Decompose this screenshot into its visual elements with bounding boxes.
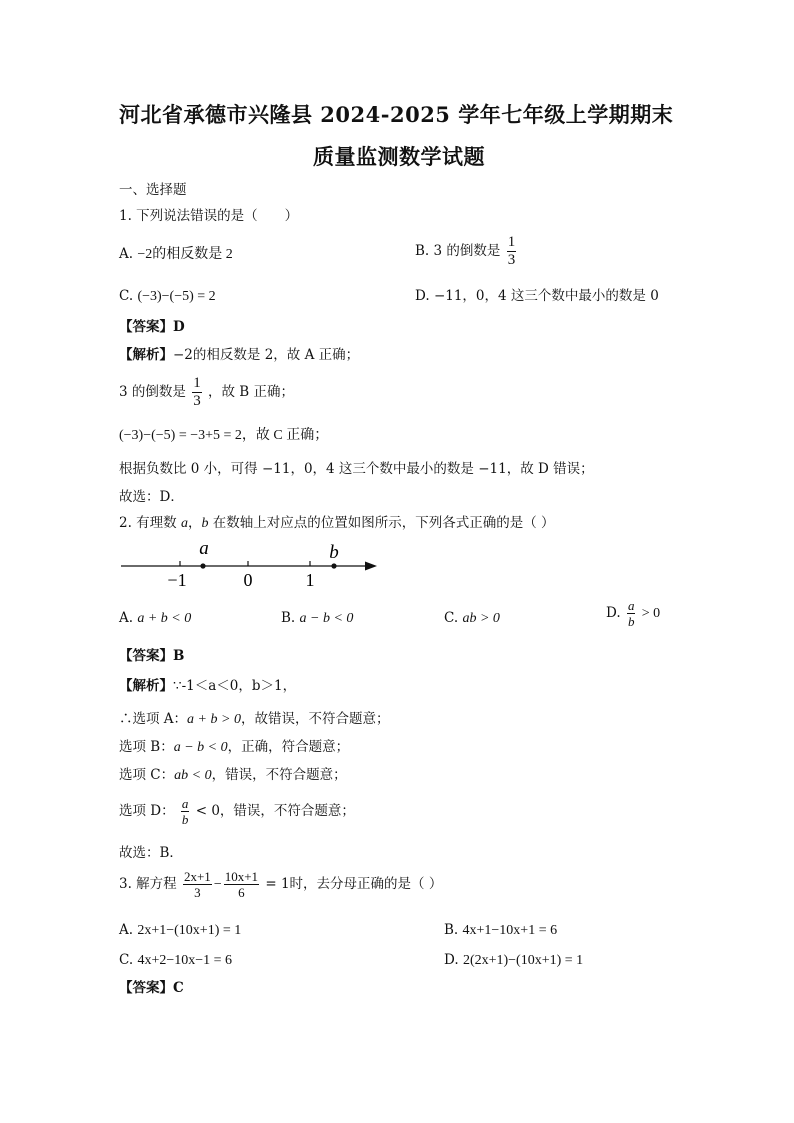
- q3-option-d-label: D.: [444, 952, 459, 968]
- q2-option-b-label: B.: [281, 610, 296, 626]
- q3-option-b-text: 4x+1−10x+1 = 6: [462, 923, 558, 938]
- q3-stem-post: = 1时，去分母正确的是（ ）: [265, 876, 443, 892]
- q2-stem-post: 在数轴上对应点的位置如图所示，下列各式正确的是（ ）: [212, 515, 555, 531]
- q3-option-d-text: 2(2x+1)−(10x+1) = 1: [462, 953, 584, 968]
- q2-explanation-5-fraction: [181, 797, 190, 826]
- q2-stem: [119, 514, 555, 533]
- page-title-line2: 质量监测数学试题: [313, 144, 485, 169]
- q3-option-c: [119, 951, 232, 970]
- q2-explanation-4-math: ab < 0: [174, 768, 212, 783]
- q1-explanation-1: [119, 346, 359, 364]
- q2-explanation-5-pre: 选项 D：: [119, 803, 175, 819]
- q1-explanation-4: 根据负数比 0 小，可得 −11，0，4 这三个数中最小的数是 −11，故 D 错误；: [119, 461, 594, 477]
- q1-option-b-numerator: 1: [507, 234, 516, 250]
- q1-option-c: [119, 287, 216, 306]
- q3-stem-fraction-2: [224, 870, 259, 899]
- q1-explanation-2-fraction: [192, 376, 202, 409]
- point-b-dot: [331, 563, 336, 568]
- q1-option-a-label: A.: [119, 246, 134, 262]
- q2-explanation-head: 【解析】: [119, 678, 173, 694]
- q2-option-c-text: ab > 0: [462, 611, 500, 626]
- q3-stem-fraction-1: [183, 870, 212, 899]
- q2-explanation-5: [119, 797, 355, 826]
- q1-explanation-3: (−3)−(−5) = −3+5 = 2，故 C 正确；: [119, 428, 329, 443]
- q1-explanation-2-denominator: 3: [193, 393, 201, 409]
- q2-explanation-4: [119, 766, 347, 785]
- q1-answer: 【答案】D: [119, 319, 185, 335]
- q1-option-a: [119, 245, 233, 264]
- tick-label-0: 0: [243, 570, 253, 590]
- q3-option-a: [119, 921, 241, 940]
- q3-option-a-text: 2x+1−(10x+1) = 1: [137, 923, 242, 938]
- q2-stem-var-a: a: [180, 516, 188, 531]
- q1-option-b: [415, 235, 518, 268]
- q3-fraction-2-denominator: 6: [238, 885, 245, 900]
- q1-option-d-label: D.: [415, 288, 430, 304]
- number-line-diagram: [115, 535, 385, 595]
- point-a-dot: [200, 563, 205, 568]
- q1-option-b-denominator: 3: [507, 252, 516, 268]
- q3-fraction-1-numerator: 2x+1: [183, 869, 211, 884]
- q1-option-d-text: −11，0，4 这三个数中最小的数是 0: [433, 288, 659, 304]
- q3-fraction-2-numerator: 10x+1: [224, 869, 259, 884]
- q1-explanation-2: [119, 376, 294, 409]
- q3-stem-minus: −: [213, 877, 222, 892]
- q2-explanation-2-post: ，故错误，不符合题意；: [240, 711, 390, 727]
- q2-option-d-denominator: b: [627, 614, 635, 629]
- q2-explanation-2-math: a + b > 0: [187, 712, 241, 727]
- tick-label-1: 1: [305, 570, 315, 590]
- q2-option-d-fraction: [627, 599, 636, 628]
- q2-explanation-5-denominator: b: [181, 812, 189, 827]
- q2-explanation-1: [119, 677, 296, 695]
- q2-option-d: [606, 599, 660, 628]
- q3-stem-pre: 3. 解方程: [119, 876, 177, 892]
- q1-option-c-text: (−3)−(−5) = 2: [137, 289, 216, 304]
- q2-option-d-post: > 0: [641, 606, 661, 621]
- q2-option-d-numerator: a: [627, 598, 635, 613]
- q3-option-b-label: B.: [444, 922, 459, 938]
- q3-option-c-text: 4x+2−10x−1 = 6: [137, 953, 233, 968]
- q2-option-b-text: a − b < 0: [299, 611, 354, 626]
- q2-explanation-3-math: a − b < 0: [173, 740, 228, 755]
- q2-option-c: [444, 609, 500, 628]
- q2-explanation-1-text: ∵-1＜a＜0，b＞1，: [173, 678, 297, 694]
- q3-stem: [119, 870, 442, 899]
- q2-explanation-4-pre: 选项 C：: [119, 767, 175, 783]
- page-title-line1: 河北省承德市兴隆县 2024-2025 学年七年级上学期期末: [119, 102, 674, 127]
- q3-option-b: [444, 921, 557, 940]
- q1-explanation-2-numerator: 1: [193, 375, 201, 391]
- point-a-label: a: [199, 538, 209, 559]
- q3-option-c-label: C.: [119, 952, 134, 968]
- q1-option-a-text: −2的相反数是 2: [137, 247, 233, 262]
- q2-explanation-5-numerator: a: [181, 796, 189, 811]
- q1-option-d: [415, 287, 659, 305]
- tick-label-minus-1: −1: [167, 570, 187, 590]
- q1-explanation-2-post: ，故 B 正确；: [207, 384, 294, 400]
- q3-answer: 【答案】C: [119, 980, 184, 996]
- q1-option-c-label: C.: [119, 288, 134, 304]
- section-heading: 一、选择题: [119, 182, 187, 198]
- q2-option-b: [281, 609, 353, 628]
- q2-explanation-5-post: < 0，错误，不符合题意；: [195, 803, 355, 819]
- q2-option-a: [119, 609, 191, 628]
- q3-option-d: [444, 951, 583, 970]
- q1-option-b-fraction: [507, 235, 517, 268]
- q2-stem-pre: 2. 有理数: [119, 515, 177, 531]
- q1-explanation-head: 【解析】: [119, 347, 173, 363]
- q3-fraction-1-denominator: 3: [194, 885, 201, 900]
- q2-explanation-3: [119, 738, 349, 757]
- q1-explanation-5: 故选：D．: [119, 489, 184, 505]
- q1-stem: 1. 下列说法错误的是（ ）: [119, 208, 299, 224]
- q2-explanation-2-pre: ∴选项 A：: [119, 711, 188, 727]
- q1-option-b-label: B. 3 的倒数是: [415, 243, 501, 259]
- q2-stem-sep: ，: [187, 515, 202, 531]
- q2-answer: 【答案】B: [119, 648, 185, 664]
- q2-option-a-label: A.: [119, 610, 134, 626]
- q2-explanation-6: 故选：B．: [119, 845, 183, 861]
- q3-option-a-label: A.: [119, 922, 134, 938]
- q2-option-a-text: a + b < 0: [137, 611, 192, 626]
- point-b-label: b: [329, 542, 339, 563]
- q1-explanation-2-pre: 3 的倒数是: [119, 384, 186, 400]
- q1-explanation-1-text: −2的相反数是 2，故 A 正确；: [173, 347, 360, 363]
- q2-option-c-label: C.: [444, 610, 459, 626]
- q2-stem-var-b: b: [201, 516, 209, 531]
- q2-option-d-label: D.: [606, 605, 621, 621]
- q2-explanation-2: [119, 710, 389, 729]
- q2-explanation-4-post: ，错误，不符合题意；: [211, 767, 347, 783]
- q2-explanation-3-post: ，正确，符合题意；: [227, 739, 350, 755]
- number-line-arrow: [365, 562, 377, 571]
- q2-explanation-3-pre: 选项 B：: [119, 739, 174, 755]
